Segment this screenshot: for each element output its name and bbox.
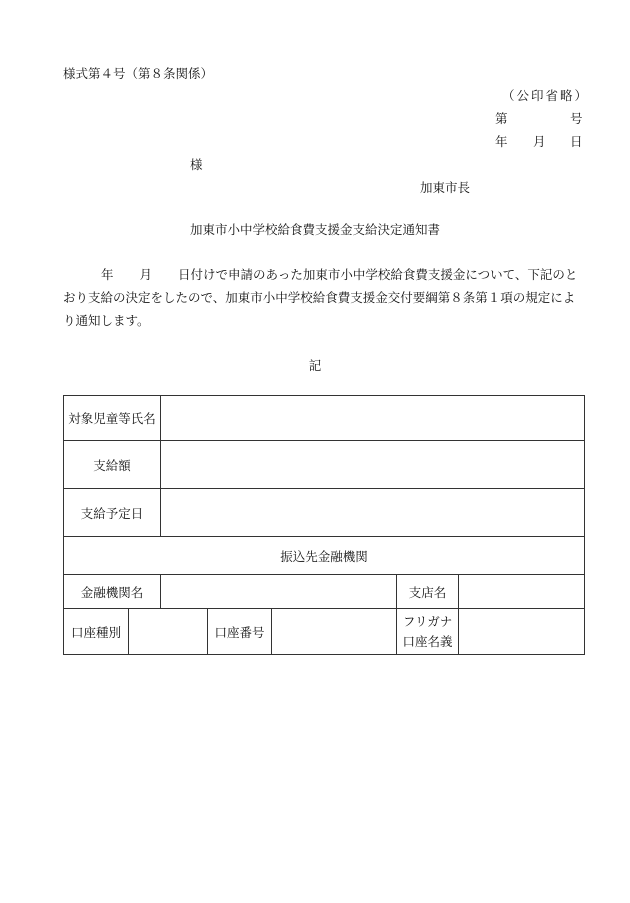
date-month-label: 月 xyxy=(533,134,546,149)
table-row xyxy=(64,489,585,537)
furigana-label: フリガナ xyxy=(402,613,453,629)
account-type-field[interactable] xyxy=(129,609,208,655)
account-number-label: 口座番号 xyxy=(208,609,272,655)
table-row xyxy=(64,609,585,655)
date-day-label: 日 xyxy=(570,134,583,149)
body-month-label: 月 xyxy=(139,267,153,282)
ki-heading: 記 xyxy=(308,358,322,373)
body-year-label: 年 xyxy=(101,267,114,282)
scheduled-date-label: 支給予定日 xyxy=(64,489,161,537)
amount-field[interactable] xyxy=(161,441,585,489)
student-name-label: 対象児童等氏名 xyxy=(64,396,161,441)
document-number-suffix: 号 xyxy=(570,111,583,126)
amount-label: 支給額 xyxy=(64,441,161,489)
table-row xyxy=(64,575,585,609)
account-holder-field[interactable] xyxy=(459,609,585,655)
account-number-field[interactable] xyxy=(272,609,397,655)
form-number: 様式第４号（第８条関係） xyxy=(63,66,214,81)
table-row xyxy=(64,396,585,441)
document-number-prefix: 第 xyxy=(495,111,508,126)
date-year-label: 年 xyxy=(495,134,508,149)
account-holder-label: 口座名義 xyxy=(402,633,453,649)
branch-label: 支店名 xyxy=(397,575,459,609)
payment-details-table xyxy=(63,395,585,655)
body-text: 日付けで申請のあった加東市小中学校給食費支援金について、下記のとおり支給の決定をしたので、加東市小中学校給食費支援金交付要綱第８条第１項の規定により通知します。 xyxy=(63,267,578,328)
student-name-field[interactable] xyxy=(161,396,585,441)
account-holder-label-cell xyxy=(397,609,459,655)
bank-section-heading: 振込先金融機関 xyxy=(64,537,585,575)
account-type-label: 口座種別 xyxy=(64,609,129,655)
notice-body xyxy=(63,263,585,332)
scheduled-date-field[interactable] xyxy=(161,489,585,537)
document-title: 加東市小中学校給食費支援金支給決定通知書 xyxy=(189,222,440,237)
branch-field[interactable] xyxy=(459,575,585,609)
bank-name-label: 金融機関名 xyxy=(64,575,161,609)
addressee-honorific: 様 xyxy=(190,157,203,172)
bank-name-field[interactable] xyxy=(161,575,397,609)
table-row xyxy=(64,441,585,489)
table-row xyxy=(64,537,585,575)
seal-omitted-note: （公印省略） xyxy=(502,88,590,103)
issuer-name: 加東市長 xyxy=(420,180,471,195)
